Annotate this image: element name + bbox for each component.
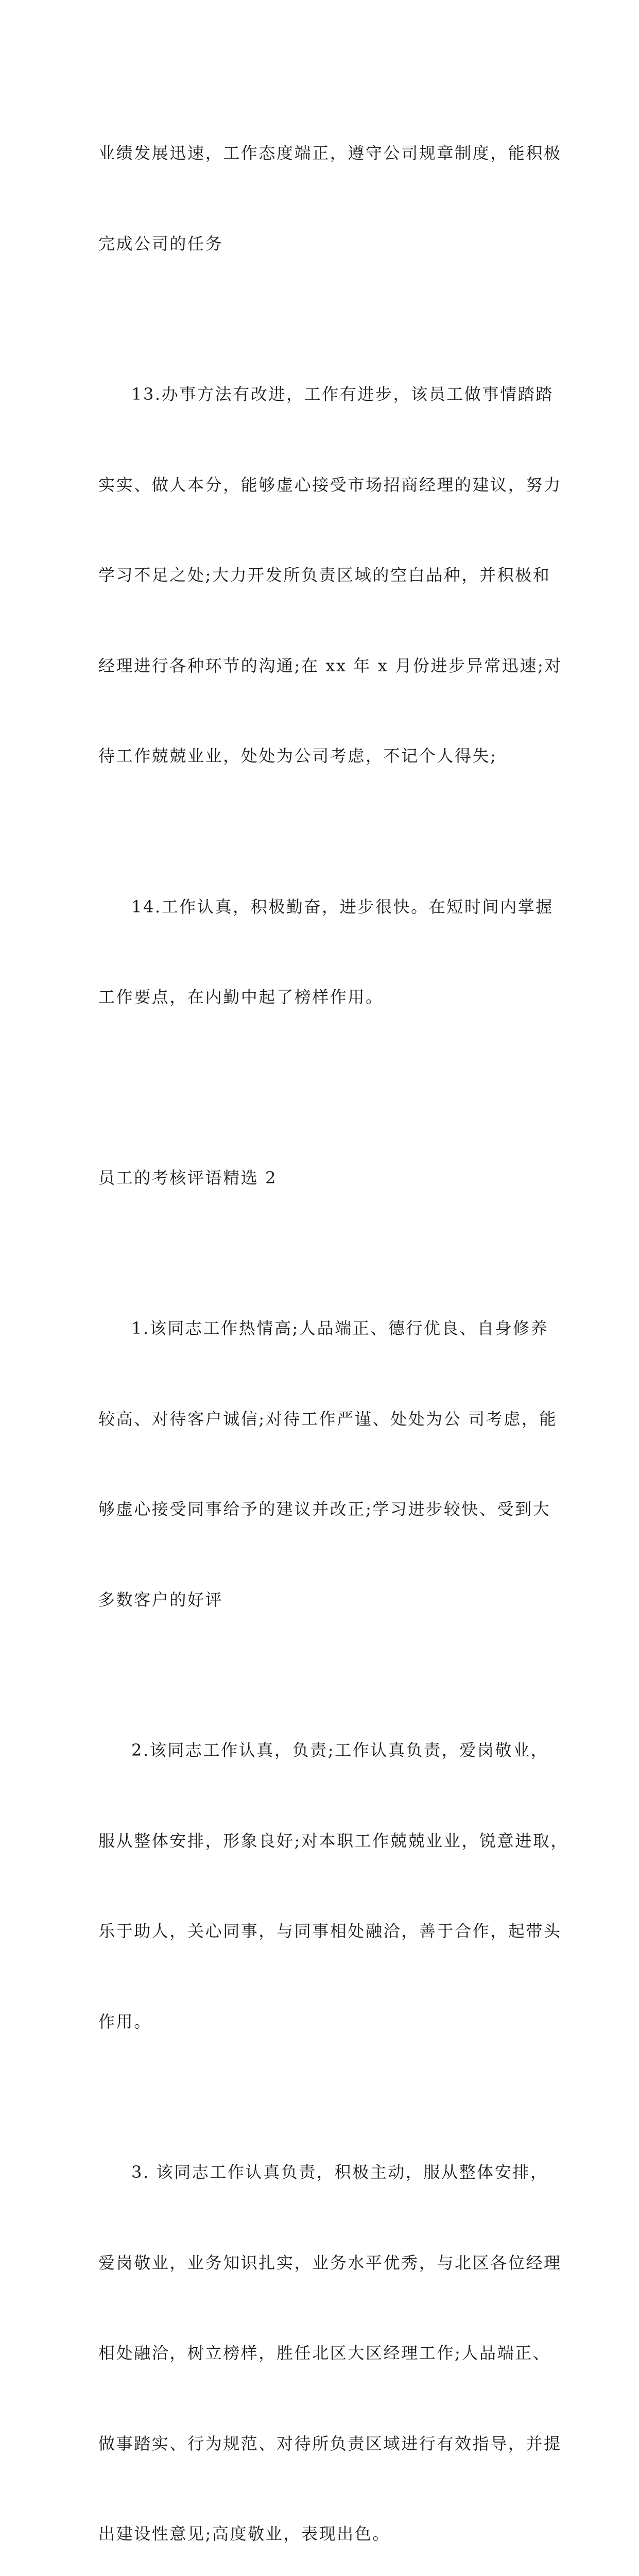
text-line: 较高、对待客户诚信;对待工作严谨、处处为公 司考虑，能 [98, 1409, 558, 1429]
text-line: 3. 该同志工作认真负责，积极主动，服从整体安排， [131, 2162, 548, 2182]
text-line: 13.办事方法有改进，工作有进步，该员工做事情踏踏 [131, 384, 554, 404]
text-line: 多数客户的好评 [98, 1589, 223, 1609]
paragraph-item-3 [98, 2097, 562, 2576]
section-gap [98, 1073, 541, 1103]
text-line: 2.该同志工作认真，负责;工作认真负责，爱岗敬业， [131, 1740, 549, 1760]
heading-text: 员工的考核评语精选 2 [98, 1167, 278, 1188]
text-line: 工作要点，在内勤中起了榜样作用。 [98, 987, 384, 1007]
paragraph-item-14 [98, 832, 554, 1073]
text-line: 业绩发展迅速，工作态度端正，遵守公司规章制度，能积极 [98, 143, 562, 163]
text-line: 待工作兢兢业业，处处为公司考虑，不记个人得失; [98, 746, 497, 766]
text-line: 服从整体安排，形象良好;对本职工作兢兢业业，锐意进取， [98, 1831, 568, 1851]
text-line: 出建设性意见;高度敬业，表现出色。 [98, 2524, 390, 2544]
paragraph-item-1 [98, 1253, 558, 1675]
text-line: 够虚心接受同事给予的建议并改正;学习进步较快、受到大 [98, 1499, 551, 1519]
text-line: 经理进行各种环节的沟通;在 xx 年 x 月份进步异常迅速;对 [98, 655, 562, 675]
paragraph-item-2 [98, 1675, 568, 2097]
text-line: 乐于助人，关心同事，与同事相处融洽，善于合作，起带头 [98, 1921, 562, 1941]
document-body [98, 78, 568, 2576]
text-line: 学习不足之处;大力开发所负责区域的空白品种，并积极和 [98, 565, 551, 585]
text-line: 实实、做人本分，能够虚心接受市场招商经理的建议，努力 [98, 474, 562, 495]
section-heading [98, 1103, 541, 1253]
paragraph-item-13 [98, 319, 562, 832]
text-line: 14.工作认真，积极勤奋，进步很快。在短时间内掌握 [131, 896, 554, 917]
paragraph-continued [98, 78, 562, 319]
text-line: 完成公司的任务 [98, 233, 223, 253]
text-line: 相处融洽，树立榜样，胜任北区大区经理工作;人品端正、 [98, 2343, 551, 2363]
text-line: 做事踏实、行为规范、对待所负责区域进行有效指导，并提 [98, 2433, 562, 2453]
text-line: 作用。 [98, 2011, 152, 2031]
text-line: 1.该同志工作热情高;人品端正、德行优良、自身修养 [131, 1318, 549, 1338]
text-line: 爱岗敬业，业务知识扎实，业务水平优秀，与北区各位经理 [98, 2252, 562, 2273]
